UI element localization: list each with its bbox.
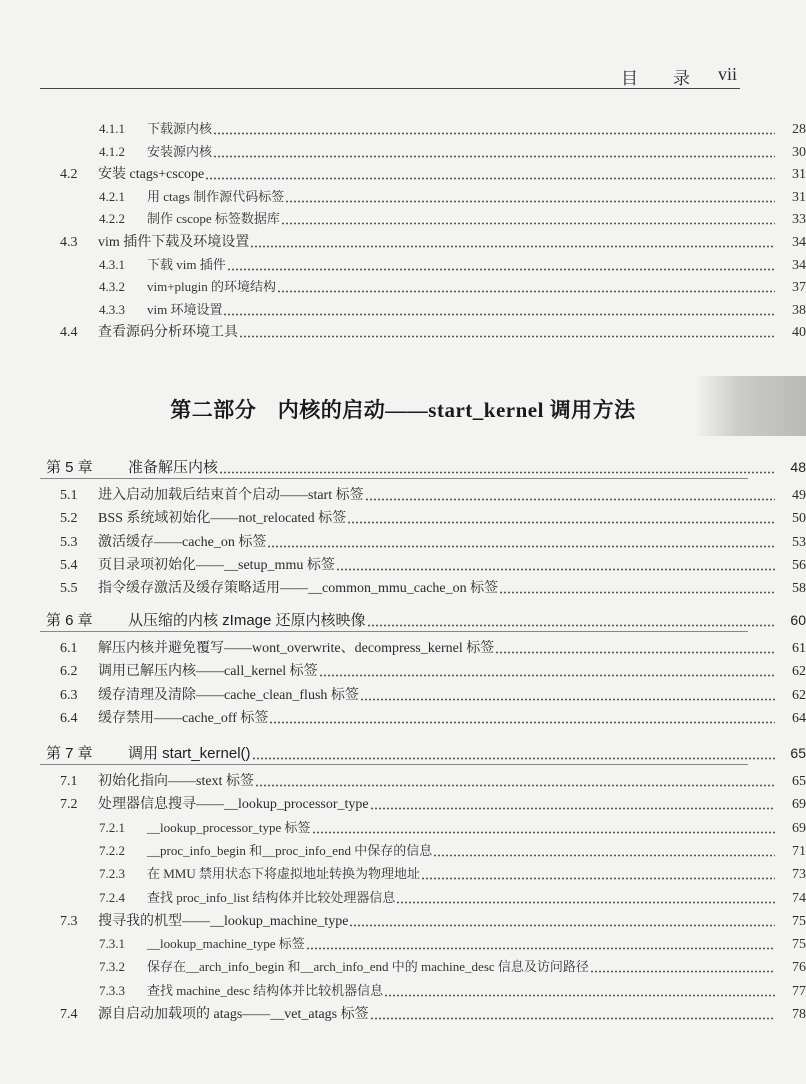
entry-title: 保存在__arch_info_begin 和__arch_info_end 中的 machine_desc 信息及访问路径 bbox=[147, 959, 589, 974]
entry-number: 4.2.2 bbox=[99, 211, 125, 226]
chapter-label: 第 6 章 bbox=[46, 612, 93, 629]
toc-section-entry[interactable] bbox=[0, 910, 806, 930]
dot-leader bbox=[306, 936, 775, 950]
dot-leader bbox=[370, 1006, 775, 1020]
dot-leader bbox=[495, 640, 775, 654]
entry-number: 4.3.2 bbox=[99, 279, 125, 294]
entry-title: 解压内核并避免覆写——wont_overwrite、decompress_kernel 标签 bbox=[98, 641, 495, 656]
entry-title: 制作 cscope 标签数据库 bbox=[147, 211, 280, 226]
toc-section-entry[interactable] bbox=[0, 637, 806, 657]
entry-title: 搜寻我的机型——__lookup_machine_type bbox=[98, 914, 349, 929]
entry-title: 安装源内核 bbox=[147, 144, 213, 159]
toc-subsection-entry[interactable] bbox=[0, 956, 806, 976]
toc-section-entry[interactable] bbox=[0, 793, 806, 813]
toc-section-entry[interactable] bbox=[0, 531, 806, 551]
entry-title: 缓存禁用——cache_off 标签 bbox=[98, 711, 269, 726]
dot-leader bbox=[219, 460, 775, 474]
entry-number: 7.3 bbox=[60, 914, 78, 929]
toc-subsection-entry[interactable] bbox=[0, 817, 806, 837]
dot-leader bbox=[205, 166, 775, 180]
entry-number: 5.1 bbox=[60, 488, 78, 503]
toc-section-entry[interactable] bbox=[0, 321, 806, 341]
entry-title: 指令缓存激活及缓存策略适用——__common_mmu_cache_on 标签 bbox=[98, 581, 499, 596]
entry-page-number: 62 bbox=[792, 664, 806, 679]
dot-leader bbox=[267, 534, 775, 548]
entry-title: 页目录项初始化——__setup_mmu 标签 bbox=[98, 558, 335, 573]
dot-leader bbox=[312, 820, 775, 834]
dot-leader bbox=[367, 613, 775, 627]
entry-page-number: 49 bbox=[792, 488, 806, 503]
dot-leader bbox=[281, 211, 775, 225]
entry-number: 4.1.2 bbox=[99, 144, 125, 159]
dot-leader bbox=[590, 959, 775, 973]
entry-number: 7.2.2 bbox=[99, 843, 125, 858]
entry-page-number: 37 bbox=[792, 280, 806, 295]
header-mu: 目 bbox=[621, 69, 638, 88]
dot-leader bbox=[396, 890, 775, 904]
entry-page-number: 75 bbox=[792, 914, 806, 929]
entry-page-number: 38 bbox=[792, 303, 806, 318]
entry-title: vim+plugin 的环境结构 bbox=[147, 279, 277, 294]
dot-leader bbox=[433, 843, 775, 857]
entry-title: vim 环境设置 bbox=[147, 302, 223, 317]
toc-subsection-entry[interactable] bbox=[0, 863, 806, 883]
dot-leader bbox=[250, 234, 775, 248]
entry-page-number: 69 bbox=[792, 797, 806, 812]
entry-page-number: 71 bbox=[792, 844, 806, 859]
entry-number: 6.4 bbox=[60, 711, 78, 726]
dot-leader bbox=[347, 510, 775, 524]
dot-leader bbox=[213, 121, 775, 135]
part-title: 第二部分 内核的启动——start_kernel 调用方法 bbox=[170, 398, 636, 422]
entry-number: 6.2 bbox=[60, 664, 78, 679]
entry-title: __lookup_machine_type 标签 bbox=[147, 936, 305, 951]
entry-title: 缓存清理及清除——cache_clean_flush 标签 bbox=[98, 688, 359, 703]
entry-number: 4.2 bbox=[60, 167, 78, 182]
entry-title: 下载源内核 bbox=[147, 121, 213, 136]
entry-page-number: 34 bbox=[792, 235, 806, 250]
entry-page-number: 30 bbox=[792, 145, 806, 160]
entry-page-number: 74 bbox=[792, 891, 806, 906]
dot-leader bbox=[360, 687, 775, 701]
dot-leader bbox=[213, 144, 775, 158]
dot-leader bbox=[277, 279, 775, 293]
chapter-label: 第 5 章 bbox=[46, 459, 93, 476]
entry-number: 7.3.1 bbox=[99, 936, 125, 951]
entry-title: 源自启动加载项的 atags——__vet_atags 标签 bbox=[98, 1007, 369, 1022]
entry-page-number: 75 bbox=[792, 937, 806, 952]
entry-page-number: 64 bbox=[792, 711, 806, 726]
entry-page-number: 31 bbox=[792, 167, 806, 182]
entry-page-number: 31 bbox=[792, 190, 806, 205]
dot-leader bbox=[336, 557, 775, 571]
entry-number: 7.2.4 bbox=[99, 890, 125, 905]
entry-page-number: 76 bbox=[792, 960, 806, 975]
entry-title: vim 插件下载及环境设置 bbox=[98, 235, 250, 250]
chapter-label: 第 7 章 bbox=[46, 745, 93, 762]
entry-title: __proc_info_begin 和__proc_info_end 中保存的信息 bbox=[147, 843, 433, 858]
toc-section-entry[interactable] bbox=[0, 507, 806, 527]
toc-subsection-entry[interactable] bbox=[0, 208, 806, 228]
entry-page-number: 28 bbox=[792, 122, 806, 137]
toc-subsection-entry[interactable] bbox=[0, 186, 806, 206]
toc-subsection-entry[interactable] bbox=[0, 141, 806, 161]
chapter-rule bbox=[40, 478, 748, 479]
chapter-title: 从压缩的内核 zImage 还原内核映像 bbox=[128, 612, 366, 629]
toc-section-entry[interactable] bbox=[0, 684, 806, 704]
entry-page-number: 50 bbox=[792, 511, 806, 526]
entry-number: 5.5 bbox=[60, 581, 78, 596]
header-lu: 录 bbox=[673, 69, 690, 88]
entry-title: __lookup_processor_type 标签 bbox=[147, 820, 311, 835]
entry-title: 用 ctags 制作源代码标签 bbox=[147, 189, 285, 204]
toc-subsection-entry[interactable] bbox=[0, 840, 806, 860]
dot-leader bbox=[252, 746, 775, 760]
dot-leader bbox=[384, 983, 775, 997]
dot-leader bbox=[269, 710, 775, 724]
entry-page-number: 58 bbox=[792, 581, 806, 596]
entry-number: 7.3.3 bbox=[99, 983, 125, 998]
toc-subsection-entry[interactable] bbox=[0, 887, 806, 907]
entry-title: 调用已解压内核——call_kernel 标签 bbox=[98, 664, 318, 679]
entry-title: 进入启动加载后结束首个启动——start 标签 bbox=[98, 488, 364, 503]
entry-page-number: 56 bbox=[792, 558, 806, 573]
entry-page-number: 53 bbox=[792, 535, 806, 550]
toc-subsection-entry[interactable] bbox=[0, 254, 806, 274]
entry-title: BSS 系统域初始化——not_relocated 标签 bbox=[98, 511, 347, 526]
entry-number: 7.1 bbox=[60, 774, 78, 789]
entry-number: 4.4 bbox=[60, 325, 78, 340]
chapter-page-number: 65 bbox=[790, 745, 806, 761]
toc-chapter-entry[interactable] bbox=[0, 742, 806, 762]
dot-leader bbox=[227, 257, 775, 271]
entry-number: 7.2.3 bbox=[99, 866, 125, 881]
dot-leader bbox=[285, 189, 775, 203]
entry-number: 6.3 bbox=[60, 688, 78, 703]
entry-title: 查找 machine_desc 结构体并比较机器信息 bbox=[147, 983, 384, 998]
chapter-title: 准备解压内核 bbox=[128, 459, 219, 476]
entry-number: 4.3.3 bbox=[99, 302, 125, 317]
entry-title: 查看源码分析环境工具 bbox=[98, 325, 238, 340]
toc-section-entry[interactable] bbox=[0, 770, 806, 790]
toc-section-entry[interactable] bbox=[0, 231, 806, 251]
toc-section-entry[interactable] bbox=[0, 1003, 806, 1023]
toc-subsection-entry[interactable] bbox=[0, 299, 806, 319]
entry-page-number: 61 bbox=[792, 641, 806, 656]
entry-number: 5.2 bbox=[60, 511, 78, 526]
dot-leader bbox=[223, 302, 775, 316]
entry-number: 5.4 bbox=[60, 558, 78, 573]
dot-leader bbox=[370, 796, 775, 810]
entry-number: 4.2.1 bbox=[99, 189, 125, 204]
entry-number: 4.3 bbox=[60, 235, 78, 250]
entry-number: 4.3.1 bbox=[99, 257, 125, 272]
dot-leader bbox=[319, 663, 775, 677]
toc-section-entry[interactable] bbox=[0, 484, 806, 504]
entry-page-number: 40 bbox=[792, 325, 806, 340]
entry-page-number: 73 bbox=[792, 867, 806, 882]
toc-subsection-entry[interactable] bbox=[0, 980, 806, 1000]
running-header bbox=[40, 62, 740, 89]
entry-number: 7.3.2 bbox=[99, 959, 125, 974]
entry-title: 激活缓存——cache_on 标签 bbox=[98, 535, 267, 550]
entry-page-number: 78 bbox=[792, 1007, 806, 1022]
toc-section-entry[interactable] bbox=[0, 554, 806, 574]
toc-subsection-entry[interactable] bbox=[0, 118, 806, 138]
header-page-number: vii bbox=[718, 64, 738, 84]
dot-leader bbox=[421, 866, 775, 880]
toc-subsection-entry[interactable] bbox=[0, 933, 806, 953]
toc-section-entry[interactable] bbox=[0, 707, 806, 727]
chapter-page-number: 60 bbox=[790, 612, 806, 628]
entry-number: 6.1 bbox=[60, 641, 78, 656]
toc-chapter-entry[interactable] bbox=[0, 456, 806, 476]
entry-page-number: 65 bbox=[792, 774, 806, 789]
toc-section-entry[interactable] bbox=[0, 577, 806, 597]
entry-number: 7.4 bbox=[60, 1007, 78, 1022]
dot-leader bbox=[499, 580, 775, 594]
entry-title: 查找 proc_info_list 结构体并比较处理器信息 bbox=[147, 890, 396, 905]
dot-leader bbox=[255, 773, 775, 787]
entry-number: 7.2 bbox=[60, 797, 78, 812]
toc-section-entry[interactable] bbox=[0, 163, 806, 183]
chapter-title: 调用 start_kernel() bbox=[128, 745, 251, 762]
toc-subsection-entry[interactable] bbox=[0, 276, 806, 296]
chapter-rule bbox=[40, 631, 748, 632]
entry-page-number: 33 bbox=[792, 212, 806, 227]
dot-leader bbox=[349, 913, 775, 927]
entry-title: 处理器信息搜寻——__lookup_processor_type bbox=[98, 797, 369, 812]
entry-number: 4.1.1 bbox=[99, 121, 125, 136]
chapter-page-number: 48 bbox=[790, 459, 806, 475]
entry-title: 安装 ctags+cscope bbox=[98, 167, 205, 182]
dot-leader bbox=[239, 324, 775, 338]
entry-title: 在 MMU 禁用状态下将虚拟地址转换为物理地址 bbox=[147, 866, 421, 881]
toc-section-entry[interactable] bbox=[0, 660, 806, 680]
entry-page-number: 77 bbox=[792, 984, 806, 999]
entry-title: 下载 vim 插件 bbox=[147, 257, 226, 272]
entry-page-number: 62 bbox=[792, 688, 806, 703]
toc-chapter-entry[interactable] bbox=[0, 609, 806, 629]
entry-title: 初始化指向——stext 标签 bbox=[98, 774, 254, 789]
dot-leader bbox=[365, 487, 775, 501]
chapter-rule bbox=[40, 764, 748, 765]
entry-page-number: 69 bbox=[792, 821, 806, 836]
entry-number: 7.2.1 bbox=[99, 820, 125, 835]
entry-number: 5.3 bbox=[60, 535, 78, 550]
entry-page-number: 34 bbox=[792, 258, 806, 273]
